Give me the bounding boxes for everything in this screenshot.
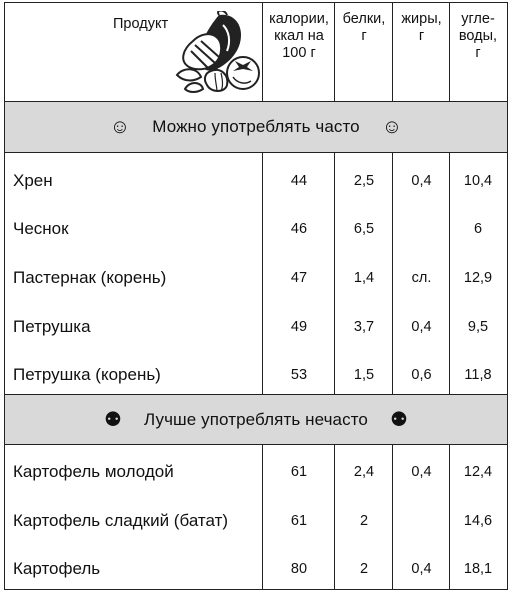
header-carbs-line3: г <box>475 45 481 61</box>
header-protein <box>335 11 393 45</box>
smiling-face-icon: ☺ <box>381 115 403 138</box>
row-calories: 61 <box>290 464 308 480</box>
row-carbs: 9,5 <box>467 319 489 335</box>
section-header-rarely <box>5 394 507 445</box>
row-carbs: 12,9 <box>463 270 493 286</box>
header-carbs <box>450 11 506 62</box>
row-fat: 0,6 <box>411 367 432 383</box>
row-calories: 44 <box>290 173 308 189</box>
vegetables-illustration-icon <box>171 11 261 95</box>
header-calories-line1: калории, <box>269 11 329 27</box>
row-product-name: Картофель <box>13 559 101 578</box>
row-product-name: Хрен <box>13 171 53 190</box>
header-carbs-line2: воды, <box>458 28 498 44</box>
header-calories-line3: 100 г <box>282 45 316 61</box>
header-calories <box>263 11 335 62</box>
row-product-name: Чеснок <box>13 219 69 238</box>
smiling-face-icon: ☺ <box>109 115 131 138</box>
header-carbs-line1: угле- <box>461 11 495 27</box>
header-fat <box>393 11 450 45</box>
section-title: Лучше употреблять нечасто <box>144 409 368 429</box>
row-carbs: 10,4 <box>463 173 493 189</box>
row-fat: сл. <box>411 270 432 286</box>
row-protein: 3,7 <box>353 319 375 335</box>
row-carbs: 6 <box>473 221 483 237</box>
row-carbs: 18,1 <box>463 561 493 577</box>
row-protein: 2 <box>359 561 369 577</box>
row-fat: 0,4 <box>411 561 432 577</box>
header-product-label: Продукт <box>113 16 169 32</box>
row-protein: 2,5 <box>353 173 375 189</box>
row-calories: 80 <box>290 561 308 577</box>
row-protein: 6,5 <box>353 221 375 237</box>
nutrition-table <box>4 2 508 590</box>
row-carbs: 12,4 <box>463 464 493 480</box>
row-calories: 47 <box>290 270 308 286</box>
section-title: Можно употреблять часто <box>152 117 360 136</box>
neutral-face-icon: ⚉ <box>104 409 123 431</box>
row-fat: 0,4 <box>411 319 432 335</box>
header-product <box>5 3 263 101</box>
row-product-name: Петрушка <box>13 317 91 336</box>
row-protein: 1,4 <box>353 270 375 286</box>
row-calories: 46 <box>290 221 308 237</box>
row-calories: 53 <box>290 367 308 383</box>
header-calories-line2: ккал на <box>274 28 324 44</box>
row-product-name: Картофель молодой <box>13 462 174 481</box>
row-fat: 0,4 <box>411 464 432 480</box>
row-protein: 1,5 <box>353 367 375 383</box>
row-calories: 49 <box>290 319 308 335</box>
row-calories: 61 <box>290 513 308 529</box>
row-protein: 2,4 <box>353 464 375 480</box>
header-protein-line1: белки, <box>342 11 386 27</box>
header-fat-line2: г <box>418 28 425 44</box>
row-carbs: 11,8 <box>464 367 492 383</box>
row-product-name: Пастернак (корень) <box>13 268 167 287</box>
row-protein: 2 <box>359 513 369 529</box>
row-carbs: 14,6 <box>463 513 493 529</box>
header-fat-line1: жиры, <box>401 11 442 27</box>
row-product-name: Картофель сладкий (батат) <box>13 511 229 530</box>
header-protein-line2: г <box>361 28 367 44</box>
section-header-often <box>5 101 507 153</box>
row-product-name: Петрушка (корень) <box>13 365 161 384</box>
neutral-face-icon: ⚉ <box>389 409 408 431</box>
row-fat: 0,4 <box>411 173 432 189</box>
